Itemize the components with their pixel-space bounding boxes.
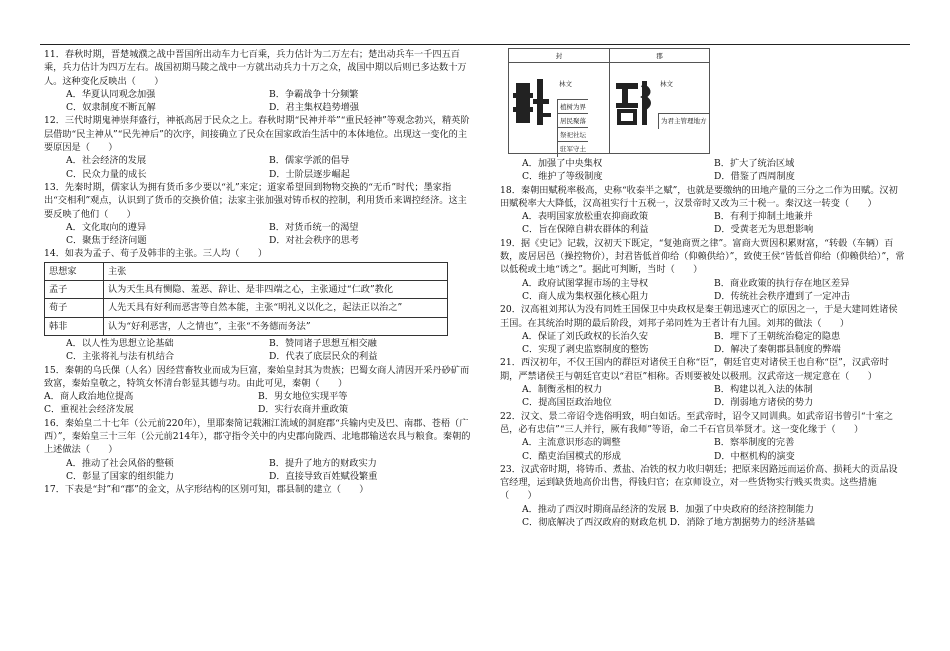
q16-option-b: B．提升了地方的财政实力 xyxy=(269,457,377,469)
q11-option-a: A．华夏认同观念加强 xyxy=(66,88,156,100)
q12-stem: 12．三代时期鬼神崇拜盛行，神祇高居于民众之上。春秋时期“民神并举”“重民轻神”等观念勃兴，精英阶层借助“民主神从”“民先神后”的次序，间接确立了民众在国家政治生活中的本体地位。出现这一变化的主要原因是（ ） xyxy=(44,115,470,154)
q13-stem: 13．先秦时期，儒家认为拥有货币多少要以“礼”来定；道家希望回到物物交换的“无币”时代；墨家指出“交相利”观点，认识到了货币的交换价值；法家主张加强对铸币权的控制，利用货币来调控经济。这主要反映了他们（ ） xyxy=(44,181,467,220)
q11-option-d: D．君主集权趋势增强 xyxy=(269,102,360,114)
q16-option-a: A．推动了社会风俗的整顿 xyxy=(66,457,174,469)
jun-glyph-image xyxy=(614,73,654,131)
q19-option-c: C．商人成为集权强化核心阻力 xyxy=(522,290,649,302)
q21-option-d: D．削弱地方诸侯的势力 xyxy=(714,397,814,409)
feng-label-0: 林文 xyxy=(559,80,572,88)
q17-stem: 17．下表是“封”和“郡”的金文，从字形结构的区别可知，郡县制的建立（ ） xyxy=(44,484,369,496)
q15-options-2 xyxy=(44,403,472,416)
q11-option-c: C．奴隶制度不断瓦解 xyxy=(66,102,156,114)
q20-options xyxy=(500,330,906,343)
q18-option-a: A．表明国家放松重农抑商政策 xyxy=(522,211,649,223)
table-cell: 荀子 xyxy=(45,299,104,317)
q22-option-c: C．酷吏治国模式的形成 xyxy=(522,450,621,462)
table-cell: 人先天具有好利而恶害等自然本能，主张“明礼义以化之，起法正以治之” xyxy=(104,299,448,317)
q19-options xyxy=(500,277,906,290)
jun-cell xyxy=(609,63,709,153)
seal-col-feng: 封 xyxy=(509,49,609,63)
q23-stem: 23．汉武帝时期，将铸币、煮盐、冶铁的权力收归朝廷；把原来因路远而运价高、损耗大的贡品设官经理，运到缺货地高价出售，得钱归官；在京师设立，对一些货物实行贱买贵卖。这些措施（ ） xyxy=(500,463,898,502)
q16-options-2 xyxy=(44,470,472,483)
q19-option-a: A．政府试图掌握市场的主导权 xyxy=(522,277,649,289)
q20-option-b: B．埋下了王朝统治稳定的隐患 xyxy=(714,330,841,342)
q18-options xyxy=(500,210,906,223)
table-cell: 孟子 xyxy=(45,281,104,299)
q16-option-c: C．彰显了国家的组织能力 xyxy=(66,470,175,482)
header-rule xyxy=(40,44,910,45)
q14-option-b: B．赞同诸子思想互相交融 xyxy=(269,337,377,349)
q22-option-d: D．中枢机构的演变 xyxy=(714,450,795,462)
seal-script-table xyxy=(508,48,710,154)
table-cell: 认为天生具有恻隐、羞恶、辞让、是非四端之心，主张通过“仁政”教化 xyxy=(104,281,448,299)
q21-option-c: C．提高国臣政治地位 xyxy=(522,397,612,409)
q19-option-d: D．传统社会秩序遭到了一定冲击 xyxy=(714,290,850,302)
q17-option-c: C．维护了等级制度 xyxy=(522,171,603,183)
q17-option-a: A．加强了中央集权 xyxy=(522,158,603,169)
jun-label-1: 为君主管理地方 xyxy=(658,113,709,129)
q14-option-c: C．主张将礼与法有机结合 xyxy=(66,351,175,363)
q13-option-c: C．聚焦于经济问题 xyxy=(66,235,147,247)
q20-stem: 20．汉高祖刘邦认为没有同姓王国保卫中央政权是秦王朝迅速灭亡的原因之一，于是大建同姓诸侯王国。在其统治时期的最后阶段，刘邦子弟同姓为王者计有九国。刘邦的做法（ ） xyxy=(500,304,898,329)
q20-option-a: A．保证了刘氏政权的长治久安 xyxy=(522,330,649,342)
q14-option-a: A．以人性为思想立论基础 xyxy=(66,337,174,349)
q13-option-b: B．对货币统一的渴望 xyxy=(269,221,359,233)
q12-option-b: B．儒家学派的倡导 xyxy=(269,155,350,167)
q13-options xyxy=(44,221,472,234)
table-cell: 韩非 xyxy=(45,317,104,335)
q18-options-2 xyxy=(500,223,906,236)
table-row xyxy=(45,299,448,317)
left-column xyxy=(44,48,472,497)
q12-option-c: C．民众力量的成长 xyxy=(66,168,147,180)
q11-option-b: B．争霸战争十分频繁 xyxy=(269,88,359,100)
q12-options xyxy=(44,154,472,167)
q14-option-d: D．代表了底层民众的利益 xyxy=(269,351,378,363)
feng-label-1: 植树为界 xyxy=(557,99,588,115)
q14-options xyxy=(44,337,472,350)
q11-stem: 11．春秋时期，晋楚城濮之战中晋国所出动车力七百乘，兵力估计为二万左右；楚出动兵车一千四五百乘，兵力估计为四万左右。战国初期马陵之战中一方就出动兵力十万之众，战国中期以后则已多达数十万人。这种变化反映出（ ） xyxy=(44,49,467,87)
q13-option-a: A．文化取向的遵异 xyxy=(66,221,147,233)
q17-option-d: D．借鉴了西周制度 xyxy=(714,171,795,183)
q21-options-2 xyxy=(500,396,906,409)
q16-options xyxy=(44,457,472,470)
q21-option-b: B．构建以礼入法的体制 xyxy=(714,384,813,396)
q23-options xyxy=(500,503,906,516)
q13-options-2 xyxy=(44,234,472,247)
q20-options-2 xyxy=(500,343,906,356)
table-header-cell: 主张 xyxy=(104,262,448,280)
q23-option-cd: C．彻底解决了西汉政府的财政危机 D．消除了地方割据势力的经济基础 xyxy=(522,517,815,529)
feng-label-3: 祭祀社坛 xyxy=(557,127,588,143)
q15-option-c: C．重视社会经济发展 xyxy=(44,404,134,416)
q13-option-d: D．对社会秩序的思考 xyxy=(269,235,360,247)
q15-option-d: D．实行农商并重政策 xyxy=(258,404,349,416)
thinkers-table xyxy=(44,262,448,336)
q22-options-2 xyxy=(500,450,906,463)
q19-options-2 xyxy=(500,290,906,303)
q15-options xyxy=(44,390,472,403)
q22-option-b: B．察举制度的完善 xyxy=(714,437,795,449)
q19-stem: 19．据《史记》记载，汉初天下既定，“复弛商贾之律”。富商大贾因积累财富，“转毂（车辆）百数，废居居邑（操控物价），封君皆低首仰给（仰赖供给）”，致使王侯“皆低首仰给（仰赖供给）”，常以低税或土地“诱之”。据此可判断，当时（ ） xyxy=(500,237,905,276)
q17-options xyxy=(500,157,906,170)
q20-option-c: C．实现了剥史监察制度的整饬 xyxy=(522,344,649,356)
feng-label-4: 驻军守土 xyxy=(557,141,588,157)
q19-option-b: B．商业政策的执行存在地区差异 xyxy=(714,277,850,289)
q22-stem: 22．汉文、景二帝诏令选俗明致，明白如话。至武帝时，诏令又同训典。如武帝诏书曾引“十室之邑，必有忠信”“三人并行，厥有我师”等语，命二千石官员举贤才。这一变化缘于（ ） xyxy=(500,410,894,435)
feng-cell xyxy=(509,63,609,153)
q17-option-b: B．扩大了统治区域 xyxy=(714,158,795,169)
feng-label-2: 居民聚落 xyxy=(557,113,588,129)
q16-option-d: D．直接导致百姓赋役繁重 xyxy=(269,470,378,482)
q11-options-2 xyxy=(44,101,472,114)
q23-option-ab: A．推动了西汉时期商品经济的发展 B．加强了中央政府的经济控制能力 xyxy=(522,503,814,515)
q12-option-d: D．士阶层逐步崛起 xyxy=(269,168,350,180)
jun-label-0: 林文 xyxy=(660,80,673,88)
q18-option-c: C．旨在保障自耕农群体的利益 xyxy=(522,224,649,236)
q18-stem: 18．秦朝田赋税率极高，史称“收泰半之赋”，也就是要缴纳的田地产量的三分之二作为田赋。汉初田赋税率大大降低，汉高祖实行十五税一，汉景帝时又改为三十税一。秦汉这一转变（ ） xyxy=(500,184,898,209)
table-header-cell: 思想家 xyxy=(45,262,104,280)
q21-option-a: A．制衡丞相的权力 xyxy=(522,384,603,396)
right-column xyxy=(500,48,906,529)
table-cell: 认为“好利恶害，人之情也”，主张“不务德而务法” xyxy=(104,317,448,335)
q22-options xyxy=(500,436,906,449)
q15-stem: 15．秦朝的乌氏倮（人名）因经营畜牧业而成为巨富，秦始皇封其为贵族；巴蜀女商人清因开采丹砂矿而致富，秦始皇敬之，特筑女怀清台彰显其德与功。由此可见，秦朝（ ） xyxy=(44,364,470,389)
feng-glyph-image xyxy=(513,73,553,131)
seal-col-jun: 郡 xyxy=(609,49,709,63)
q14-options-2 xyxy=(44,350,472,363)
q18-option-d: D．受黄老无为思想影响 xyxy=(714,224,814,236)
table-row xyxy=(45,317,448,335)
q15-option-b: B．男女地位实现平等 xyxy=(258,391,348,403)
q12-options-2 xyxy=(44,168,472,181)
q14-stem: 14．如表为孟子、荀子及韩非的主张。三人均（ ） xyxy=(44,248,268,260)
q20-option-d: D．解决了秦朝郡县制度的弊端 xyxy=(714,344,841,356)
q22-option-a: A．主流意识形态的调整 xyxy=(522,437,621,449)
q12-option-a: A．社会经济的发展 xyxy=(66,155,147,167)
q17-options-2 xyxy=(500,170,906,183)
q15-option-a: A．商人政治地位提高 xyxy=(44,391,134,403)
q16-stem: 16．秦始皇二十七年（公元前220年），里耶秦简记载湘江流域的洞庭郡“兵输内史及巴、南郡、苍梧（广西）”，秦始皇三十三年（公元前214年），郡守指令关中的内史郡向陇西、北地郡输送农具与粮食。秦朝的上述做法（ ） xyxy=(44,417,471,456)
q21-options xyxy=(500,383,906,396)
q18-option-b: B．有利于抑制土地兼并 xyxy=(714,211,813,223)
q11-options xyxy=(44,88,472,101)
table-header-row xyxy=(45,262,448,280)
q21-stem: 21．西汉初年，不仅王国内的群臣对诸侯王自称“臣”，朝廷官吏对诸侯王也自称“臣”，汉武帝时期，严禁诸侯王与朝廷官吏以“君臣”相称。否则要被处以极刑。汉武帝这一规定意在（ ） xyxy=(500,357,889,382)
table-row xyxy=(45,281,448,299)
q23-options-2 xyxy=(500,516,906,529)
